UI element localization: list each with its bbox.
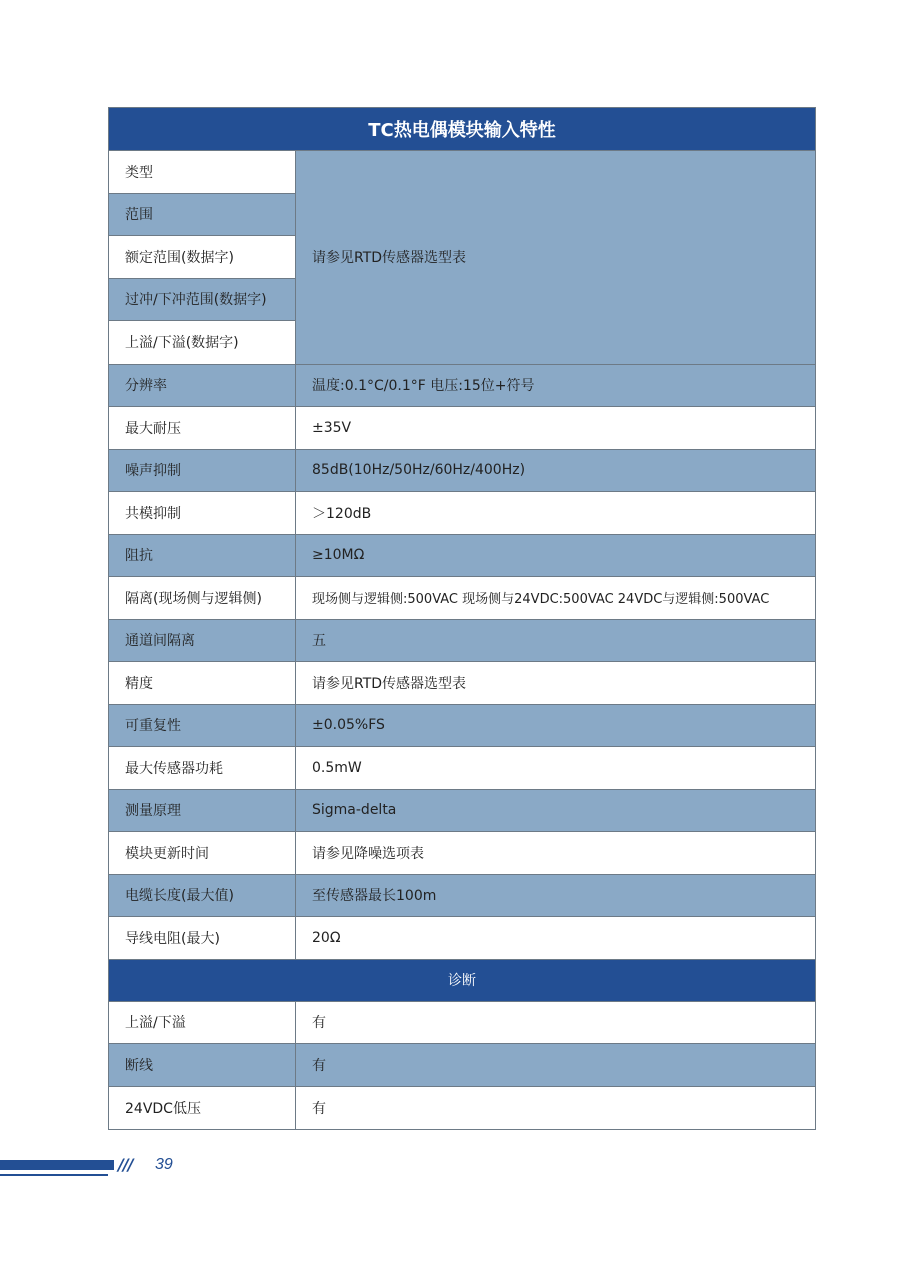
row-value: 请参见RTD传感器选型表 xyxy=(312,675,467,692)
table-row xyxy=(109,365,815,408)
row-value: Sigma-delta xyxy=(312,802,397,819)
row-value: 20Ω xyxy=(312,929,341,946)
row-value: ±35V xyxy=(312,419,352,436)
row-label: 导线电阻(最大) xyxy=(109,917,296,959)
row-label: 电缆长度(最大值) xyxy=(109,875,296,917)
row-label: 最大传感器功耗 xyxy=(109,747,296,789)
footer-accent-bar xyxy=(0,1160,114,1170)
page-footer xyxy=(0,1155,200,1185)
row-label: 阻抗 xyxy=(109,535,296,577)
row-label: 分辨率 xyxy=(109,365,296,407)
table-title: TC热电偶模块输入特性 xyxy=(109,108,815,151)
table-row xyxy=(109,662,815,705)
table-row xyxy=(109,875,815,918)
row-value: 现场侧与逻辑侧:500VAC 现场侧与24VDC:500VAC 24VDC与逻辑侧:500VAC xyxy=(312,592,770,608)
row-value: 温度:0.1°C/0.1°F 电压:15位+符号 xyxy=(312,378,535,395)
diagnostics-header: 诊断 xyxy=(109,960,815,1002)
row-label: 范围 xyxy=(109,194,295,237)
row-value: 请参见降噪选项表 xyxy=(312,845,424,862)
row-label: 过冲/下冲范围(数据字) xyxy=(109,279,295,322)
table-row xyxy=(109,1087,815,1130)
row-value: 85dB(10Hz/50Hz/60Hz/400Hz) xyxy=(312,462,526,479)
table-row xyxy=(109,1044,815,1087)
row-label: 24VDC低压 xyxy=(109,1087,296,1130)
table-row xyxy=(109,917,815,960)
row-value: ±0.05%FS xyxy=(312,717,385,734)
table-row xyxy=(109,535,815,578)
row-label: 精度 xyxy=(109,662,296,704)
row-label: 最大耐压 xyxy=(109,407,296,449)
row-label: 通道间隔离 xyxy=(109,620,296,662)
row-value: 有 xyxy=(312,1100,326,1117)
table-row xyxy=(109,407,815,450)
row-label: 隔离(现场侧与逻辑侧) xyxy=(109,577,296,619)
table-row xyxy=(109,1002,815,1045)
row-value: 有 xyxy=(312,1015,326,1032)
row-label: 可重复性 xyxy=(109,705,296,747)
footer-accent-line xyxy=(0,1174,108,1176)
table-row xyxy=(109,790,815,833)
table-row xyxy=(109,747,815,790)
table-row xyxy=(109,705,815,748)
range-group xyxy=(109,151,815,365)
range-group-value: 请参见RTD传感器选型表 xyxy=(296,151,815,364)
row-label: 上溢/下溢 xyxy=(109,1002,296,1044)
table-row xyxy=(109,620,815,663)
table-row xyxy=(109,492,815,535)
row-label: 共模抑制 xyxy=(109,492,296,534)
table-row xyxy=(109,832,815,875)
row-label: 断线 xyxy=(109,1044,296,1086)
range-group-labels xyxy=(109,151,296,364)
spec-table xyxy=(108,107,816,1130)
row-value: ＞120dB xyxy=(312,505,372,522)
row-label: 测量原理 xyxy=(109,790,296,832)
row-value: 五 xyxy=(312,633,326,650)
footer-slashes: /// xyxy=(118,1155,133,1174)
row-label: 额定范围(数据字) xyxy=(109,236,295,279)
row-label: 噪声抑制 xyxy=(109,450,296,492)
row-label: 类型 xyxy=(109,151,295,194)
row-value: 有 xyxy=(312,1057,326,1074)
row-value: 0.5mW xyxy=(312,759,362,776)
row-value: 至传感器最长100m xyxy=(312,888,437,905)
row-label: 模块更新时间 xyxy=(109,832,296,874)
row-value: ≥10MΩ xyxy=(312,547,365,564)
page-number: 39 xyxy=(155,1156,173,1173)
row-label: 上溢/下溢(数据字) xyxy=(109,321,295,364)
table-row xyxy=(109,450,815,493)
table-row xyxy=(109,577,815,620)
